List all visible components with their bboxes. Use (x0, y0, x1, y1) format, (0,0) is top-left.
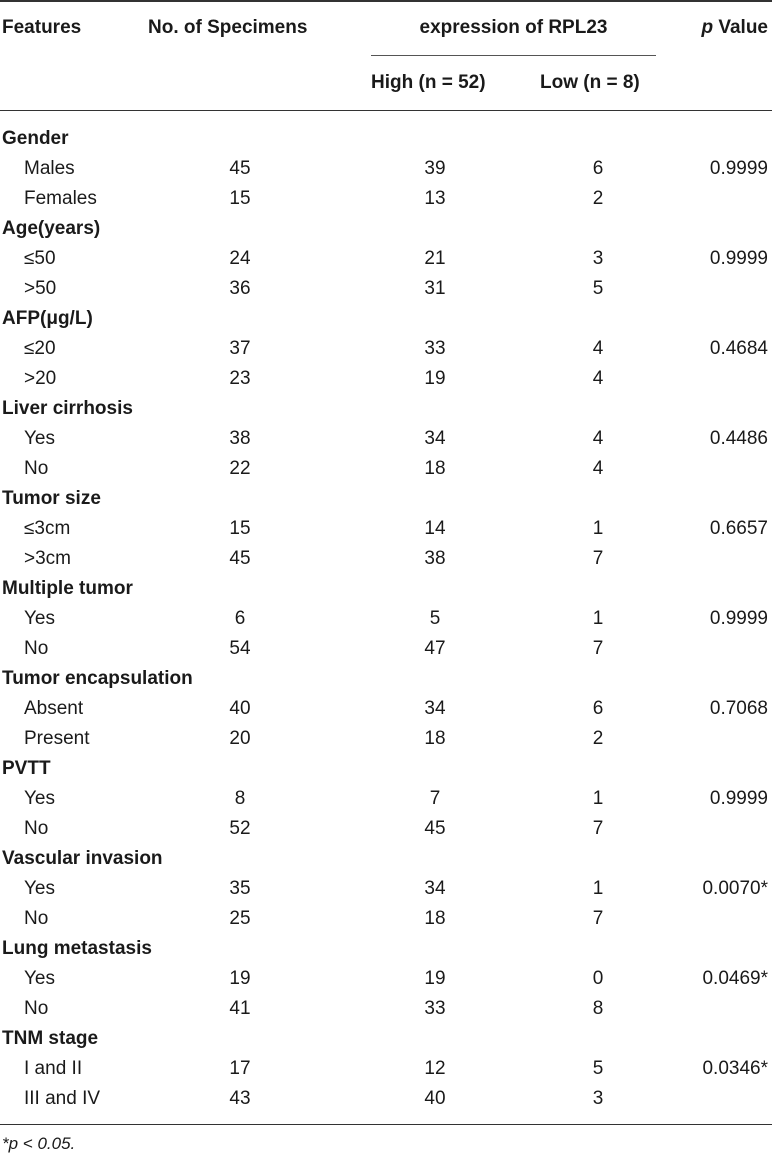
low-cell: 2 (592, 188, 604, 209)
header-p-italic: p (701, 17, 714, 38)
specimens-cell: 22 (229, 458, 251, 479)
table-row (0, 694, 772, 724)
high-cell: 13 (424, 188, 446, 209)
high-cell: 34 (424, 698, 446, 719)
row-label: Vascular invasion (2, 848, 163, 869)
high-cell: 39 (424, 158, 446, 179)
row-label: Tumor size (2, 488, 101, 509)
p-value-cell: 0.9999 (709, 248, 768, 269)
row-label: Yes (24, 878, 55, 899)
table-row (0, 544, 772, 574)
table-category-row (0, 574, 772, 604)
specimens-cell: 41 (229, 998, 251, 1019)
specimens-cell: 37 (229, 338, 251, 359)
low-cell: 7 (592, 638, 604, 659)
row-label: Present (24, 728, 90, 749)
table-row (0, 184, 772, 214)
low-cell: 8 (592, 998, 604, 1019)
low-cell: 4 (592, 368, 604, 389)
table-row (0, 334, 772, 364)
table-category-row (0, 124, 772, 154)
header-specimens: No. of Specimens (148, 17, 308, 38)
row-label: No (24, 638, 49, 659)
row-label: Yes (24, 428, 55, 449)
row-label: Liver cirrhosis (2, 398, 133, 419)
table-row (0, 1054, 772, 1084)
row-label: Males (24, 158, 75, 179)
low-cell: 5 (592, 278, 604, 299)
row-label: Age(years) (2, 218, 101, 239)
low-cell: 1 (592, 878, 604, 899)
high-cell: 45 (424, 818, 446, 839)
top-rule (0, 0, 772, 2)
specimens-cell: 8 (234, 788, 246, 809)
high-cell: 18 (424, 908, 446, 929)
row-label: PVTT (2, 758, 51, 779)
row-label: ≤50 (24, 248, 56, 269)
high-cell: 19 (424, 968, 446, 989)
specimens-cell: 45 (229, 548, 251, 569)
high-cell: 19 (424, 368, 446, 389)
footnote: *p < 0.05. (2, 1134, 76, 1153)
high-cell: 34 (424, 878, 446, 899)
header-p-rest: Value (713, 17, 768, 38)
table-row (0, 724, 772, 754)
table-row (0, 244, 772, 274)
table-category-row (0, 214, 772, 244)
low-cell: 5 (592, 1058, 604, 1079)
bottom-rule (0, 1124, 772, 1125)
low-cell: 1 (592, 518, 604, 539)
row-label: >50 (24, 278, 57, 299)
table-row (0, 874, 772, 904)
p-value-cell: 0.0469* (702, 968, 768, 989)
row-label: Yes (24, 788, 55, 809)
specimens-cell: 17 (229, 1058, 251, 1079)
row-label: III and IV (24, 1088, 101, 1109)
header-rule (0, 110, 772, 111)
table-category-row (0, 1024, 772, 1054)
high-cell: 12 (424, 1058, 446, 1079)
table-row (0, 634, 772, 664)
p-value-cell: 0.9999 (709, 788, 768, 809)
row-label: No (24, 458, 49, 479)
specimens-cell: 38 (229, 428, 251, 449)
high-cell: 31 (424, 278, 446, 299)
table-row (0, 154, 772, 184)
header-p-value (701, 16, 768, 40)
high-cell: 33 (424, 338, 446, 359)
high-cell: 34 (424, 428, 446, 449)
low-cell: 4 (592, 338, 604, 359)
low-cell: 7 (592, 818, 604, 839)
row-label: Multiple tumor (2, 578, 133, 599)
p-value-cell: 0.9999 (709, 608, 768, 629)
specimens-cell: 23 (229, 368, 251, 389)
table-row (0, 604, 772, 634)
specimens-cell: 54 (229, 638, 251, 659)
low-cell: 4 (592, 428, 604, 449)
table-row (0, 964, 772, 994)
header-low: Low (n = 8) (540, 72, 640, 93)
table-category-row (0, 844, 772, 874)
high-cell: 7 (429, 788, 441, 809)
low-cell: 3 (592, 248, 604, 269)
row-label: I and II (24, 1058, 83, 1079)
table-category-row (0, 934, 772, 964)
row-label: No (24, 908, 49, 929)
high-cell: 47 (424, 638, 446, 659)
specimens-cell: 15 (229, 518, 251, 539)
table-category-row (0, 304, 772, 334)
low-cell: 1 (592, 608, 604, 629)
high-cell: 14 (424, 518, 446, 539)
low-cell: 1 (592, 788, 604, 809)
high-cell: 18 (424, 458, 446, 479)
table-category-row (0, 754, 772, 784)
row-label: No (24, 818, 49, 839)
specimens-cell: 36 (229, 278, 251, 299)
specimens-cell: 52 (229, 818, 251, 839)
p-value-cell: 0.4486 (709, 428, 768, 449)
low-cell: 7 (592, 908, 604, 929)
row-label: Yes (24, 968, 55, 989)
row-label: No (24, 998, 49, 1019)
specimens-cell: 20 (229, 728, 251, 749)
row-label: ≤20 (24, 338, 56, 359)
low-cell: 6 (592, 158, 604, 179)
p-value-cell: 0.9999 (709, 158, 768, 179)
specimens-cell: 25 (229, 908, 251, 929)
p-value-cell: 0.0070* (702, 878, 768, 899)
low-cell: 7 (592, 548, 604, 569)
low-cell: 0 (592, 968, 604, 989)
low-cell: 6 (592, 698, 604, 719)
specimens-cell: 6 (234, 608, 246, 629)
table-row (0, 424, 772, 454)
header-expression-group: expression of RPL23 (419, 17, 608, 38)
specimens-cell: 43 (229, 1088, 251, 1109)
table-row (0, 904, 772, 934)
table-row (0, 1084, 772, 1114)
specimens-cell: 40 (229, 698, 251, 719)
header-high: High (n = 52) (371, 72, 486, 93)
row-label: Females (24, 188, 97, 209)
table-category-row (0, 484, 772, 514)
table-row (0, 514, 772, 544)
row-label: Lung metastasis (2, 938, 152, 959)
high-cell: 40 (424, 1088, 446, 1109)
table-row (0, 274, 772, 304)
low-cell: 4 (592, 458, 604, 479)
group-header-rule (371, 55, 656, 56)
p-value-cell: 0.6657 (709, 518, 768, 539)
table-row (0, 364, 772, 394)
table-row (0, 454, 772, 484)
high-cell: 38 (424, 548, 446, 569)
specimens-cell: 15 (229, 188, 251, 209)
p-value-cell: 0.4684 (709, 338, 768, 359)
row-label: Tumor encapsulation (2, 668, 193, 689)
table-row (0, 814, 772, 844)
low-cell: 3 (592, 1088, 604, 1109)
table-category-row (0, 664, 772, 694)
specimens-cell: 24 (229, 248, 251, 269)
table-category-row (0, 394, 772, 424)
row-label: >20 (24, 368, 57, 389)
row-label: Absent (24, 698, 84, 719)
table-row (0, 784, 772, 814)
row-label: Gender (2, 128, 69, 149)
low-cell: 2 (592, 728, 604, 749)
p-value-cell: 0.0346* (702, 1058, 768, 1079)
high-cell: 33 (424, 998, 446, 1019)
specimens-cell: 35 (229, 878, 251, 899)
high-cell: 21 (424, 248, 446, 269)
high-cell: 18 (424, 728, 446, 749)
header-features: Features (2, 17, 82, 38)
row-label: Yes (24, 608, 55, 629)
table-row (0, 994, 772, 1024)
row-label: >3cm (24, 548, 71, 569)
table-body (0, 124, 772, 1114)
row-label: TNM stage (2, 1028, 99, 1049)
specimens-cell: 19 (229, 968, 251, 989)
p-value-cell: 0.7068 (709, 698, 768, 719)
high-cell: 5 (429, 608, 441, 629)
specimens-cell: 45 (229, 158, 251, 179)
row-label: ≤3cm (24, 518, 71, 539)
row-label: AFP(μg/L) (2, 308, 93, 329)
